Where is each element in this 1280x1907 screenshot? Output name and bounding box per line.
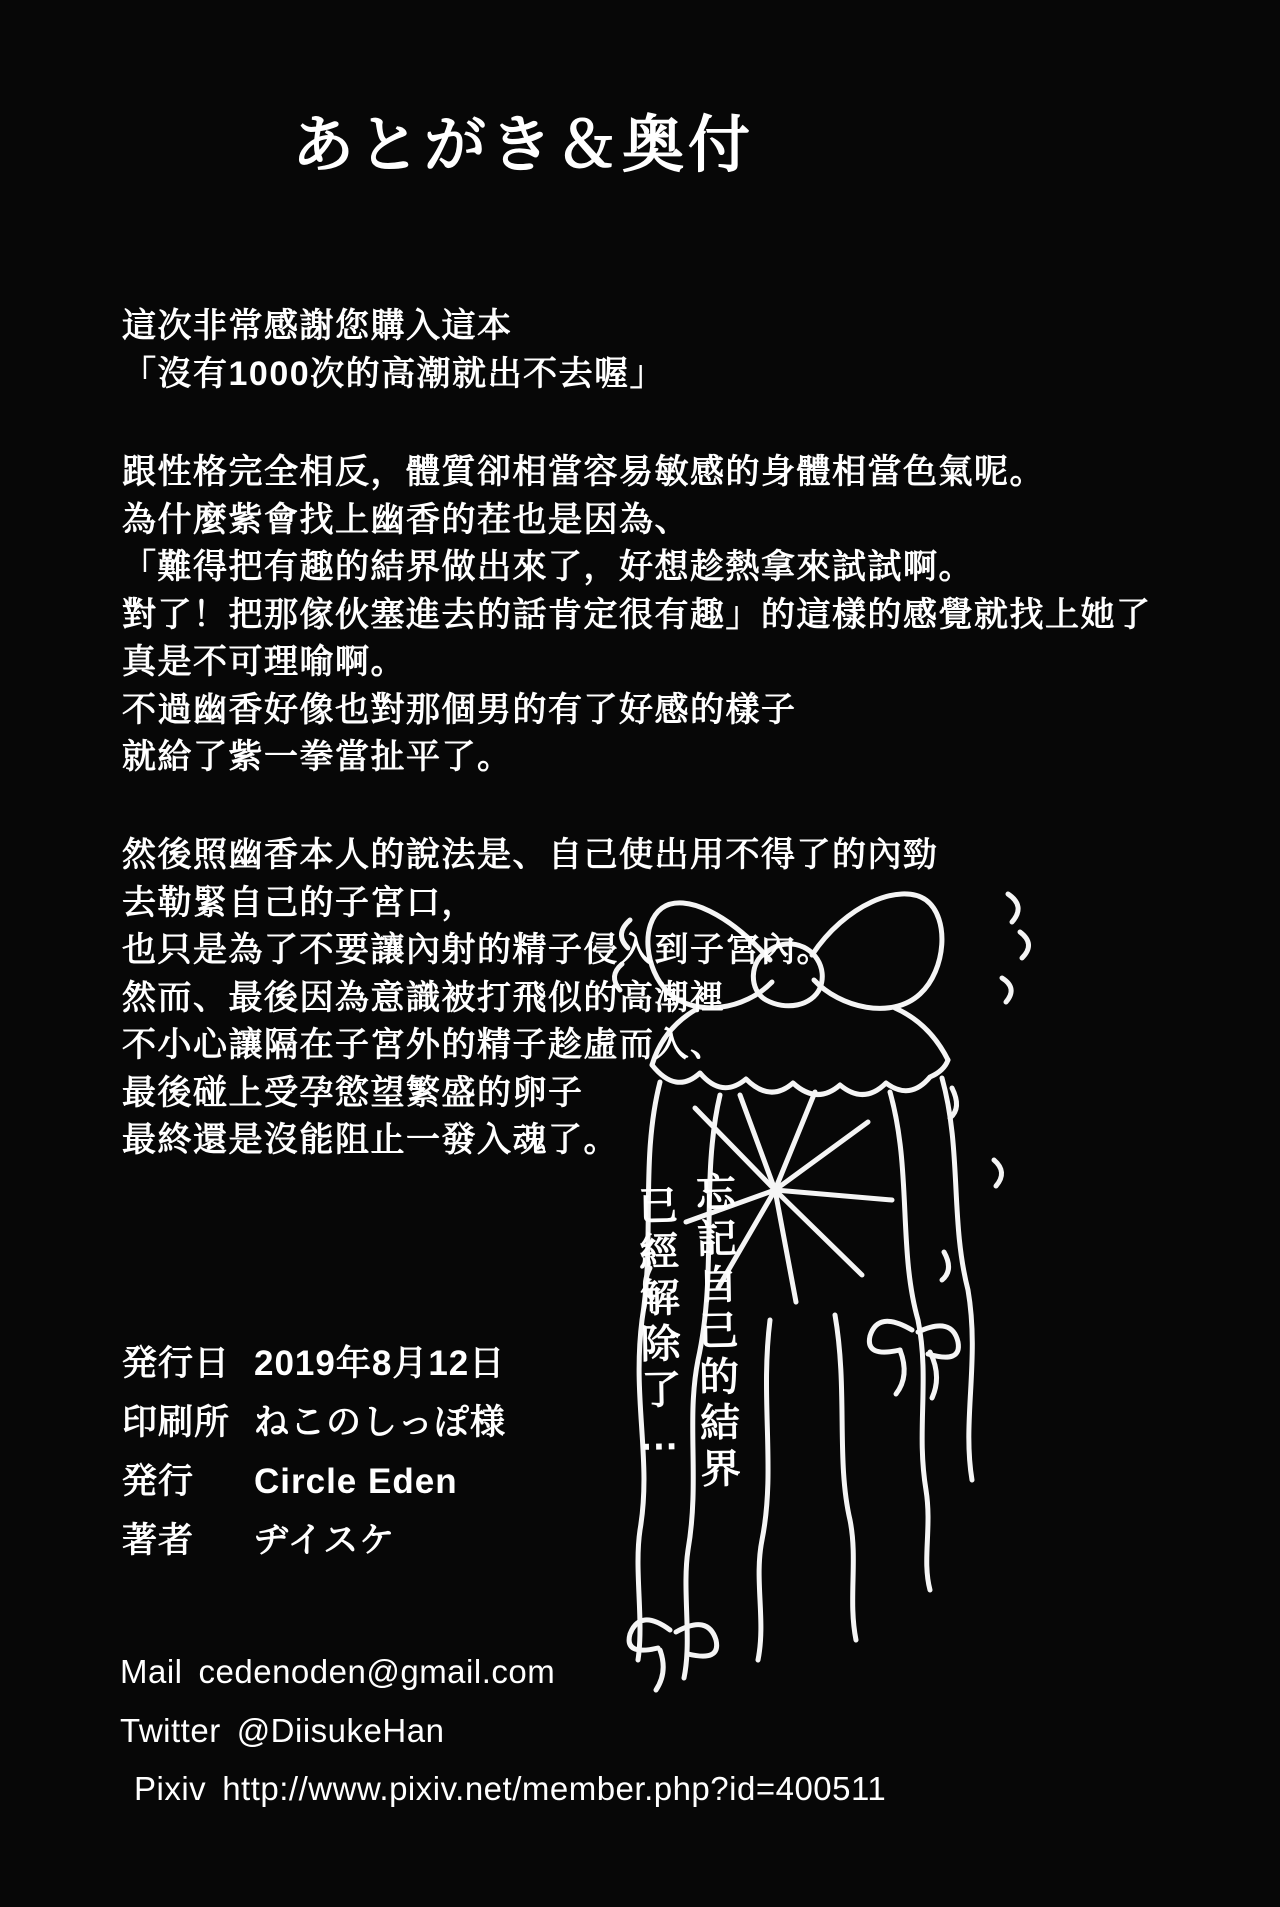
contact-value-twitter-handle: @DiisukeHan	[236, 1711, 445, 1749]
afterword-paragraph-1	[122, 303, 665, 398]
contact-row-pixiv	[120, 1760, 886, 1819]
text-line: 為什麼紫會找上幽香的茬也是因為、	[122, 500, 690, 539]
colophon-value: 2019年8月12日	[254, 1344, 506, 1383]
caption-column-2: 已經解除了…	[632, 1184, 682, 1465]
text-line: 「難得把有趣的結界做出來了，好想趁熱拿來試試啊。	[122, 548, 974, 586]
colophon-label: 発行	[122, 1462, 195, 1501]
colophon-row-author	[122, 1511, 506, 1570]
yukari-sketch-illustration	[600, 860, 1060, 1700]
colophon-row-publish-date	[122, 1334, 506, 1393]
text-line: 然而、最後因為意識被打飛似的高潮裡	[122, 978, 726, 1017]
colophon-value: ヂイスケ	[254, 1521, 396, 1560]
contact-value-pixiv-url: http://www.pixiv.net/member.php?id=400511	[222, 1770, 887, 1807]
colophon-value: Circle Eden	[254, 1462, 458, 1501]
text-line: 真是不可理喻啊。	[122, 643, 406, 681]
text-line: 這次非常感謝您購入這本	[122, 307, 513, 345]
text-line: 跟性格完全相反，體質卻相當容易敏感的身體相當色氣呢。	[122, 453, 1045, 491]
contact-row-mail	[120, 1643, 886, 1702]
contact-block	[120, 1643, 886, 1819]
text-line: 不過幽香好像也對那個男的有了好感的樣子	[122, 690, 797, 729]
colophon-label: 発行日	[122, 1344, 231, 1383]
contact-label: Pixiv	[134, 1770, 207, 1807]
text-line: 去勒緊自己的子宮口，	[122, 883, 477, 922]
text-line: 對了！把那傢伙塞進去的話肯定很有趣」的這樣的感覺就找上她了	[122, 595, 1152, 634]
caption-column-1: 忘記自己的結界	[690, 1171, 740, 1494]
contact-row-twitter	[120, 1702, 886, 1761]
contact-value-email: cedenoden@gmail.com	[198, 1653, 556, 1690]
text-line: 就給了紫一拳當扯平了。	[122, 738, 513, 776]
colophon-label: 印刷所	[122, 1403, 231, 1442]
afterword-paragraph-2	[122, 449, 1152, 782]
text-line: 不小心讓隔在子宮外的精子趁虛而入、	[122, 1026, 726, 1064]
text-line: 也只是為了不要讓內射的精子侵入到子宮內。	[122, 931, 832, 969]
page-title: あとがき＆奥付	[292, 111, 755, 180]
colophon-row-printer	[122, 1393, 506, 1452]
text-line: 最終還是沒能阻止一發入魂了。	[122, 1121, 619, 1159]
colophon-row-publisher	[122, 1452, 506, 1511]
text-line: 最後碰上受孕慾望繁盛的卵子	[122, 1073, 584, 1112]
text-line: 然後照幽香本人的說法是、自己使出用不得了的內勁	[122, 836, 939, 874]
contact-label: Mail	[120, 1653, 183, 1690]
contact-label: Twitter	[120, 1711, 221, 1749]
colophon-block	[122, 1334, 506, 1570]
colophon-label: 著者	[122, 1521, 195, 1560]
colophon-value: ねこのしっぽ様	[254, 1403, 507, 1442]
text-line: 「沒有1000次的高潮就出不去喔」	[122, 354, 666, 393]
